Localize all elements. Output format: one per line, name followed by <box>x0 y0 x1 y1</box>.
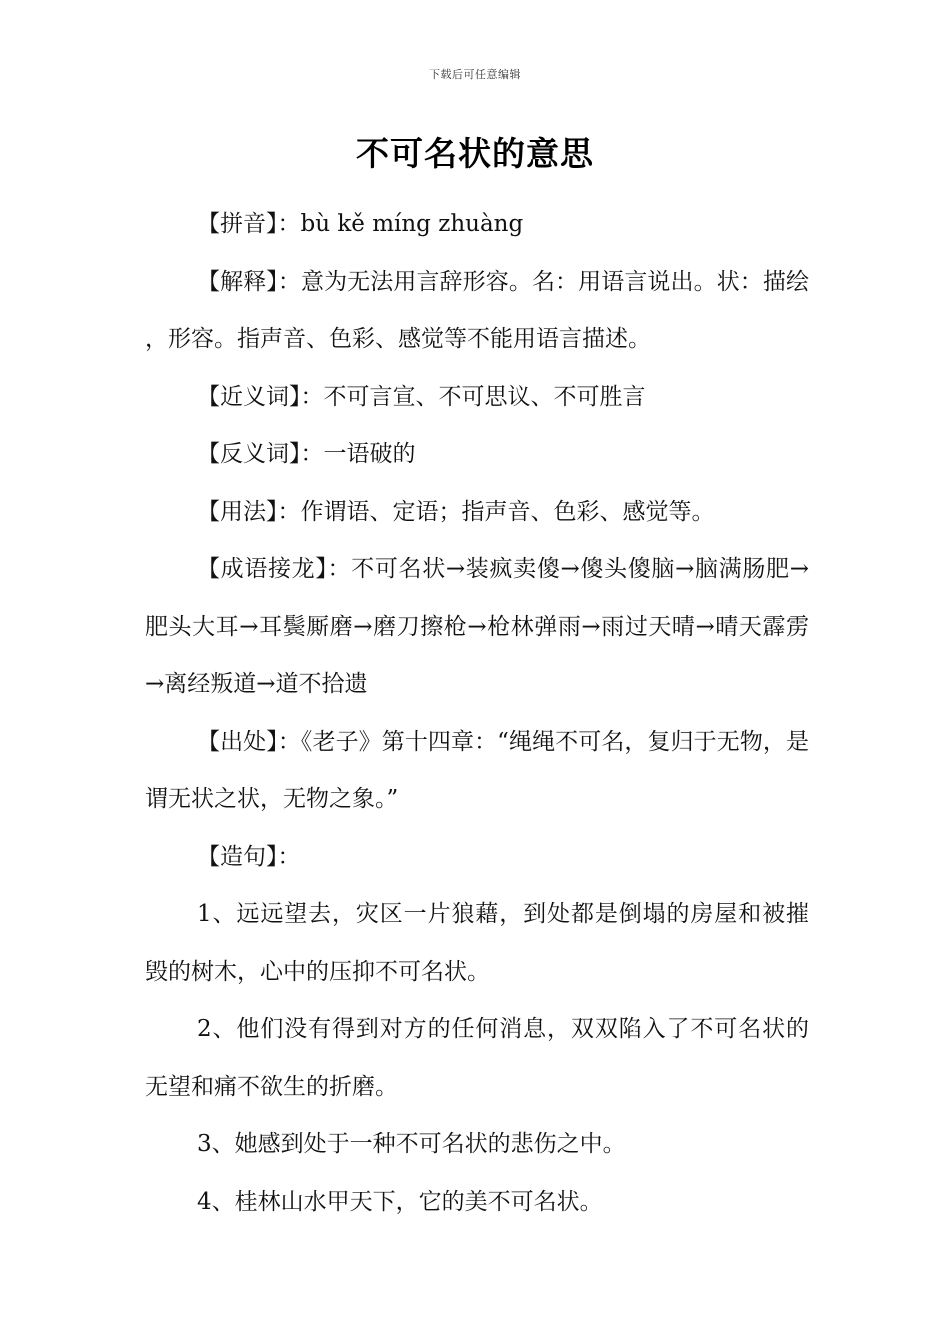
synonyms-paragraph: 【近义词】：不可言宣、不可思议、不可胜言 <box>197 383 646 410</box>
pinyin-paragraph: 【拼音】：bù kě míng zhuàng <box>197 211 524 237</box>
document-body <box>145 196 809 1231</box>
antonyms-paragraph: 【反义词】：一语破的 <box>197 441 416 467</box>
page-title: 不可名状的意思 <box>356 134 594 173</box>
source-paragraph: 【出处】：《老子》第十四章：“绳绳不可名，复归于无物，是谓无状之状，无物之象。” <box>145 728 809 812</box>
example-heading: 【造句】： <box>197 843 301 870</box>
usage-paragraph: 【用法】：作谓语、定语；指声音、色彩、感觉等。 <box>197 498 715 525</box>
example-sentence-4: 4、桂林山水甲天下，它的美不可名状。 <box>197 1188 603 1215</box>
header-note: 下载后可任意编辑 <box>429 68 521 81</box>
example-sentence-1: 1、远远望去，灾区一片狼藉，到处都是倒塌的房屋和被摧毁的树木，心中的压抑不可名状。 <box>145 901 809 985</box>
example-sentence-3: 3、她感到处于一种不可名状的悲伤之中。 <box>197 1131 626 1157</box>
idiom-chain-paragraph: 【成语接龙】：不可名状→装疯卖傻→傻头傻脑→脑满肠肥→肥头大耳→耳鬓厮磨→磨刀擦枪→枪林弹雨→雨过天晴→晴天霹雳→离经叛道→道不拾遗 <box>145 556 809 697</box>
explanation-paragraph: 【解释】：意为无法用言辞形容。名：用语言说出。状：描绘，形容。指声音、色彩、感觉等不能用语言描述。 <box>145 268 809 352</box>
example-sentence-2: 2、他们没有得到对方的任何消息，双双陷入了不可名状的无望和痛不欲生的折磨。 <box>145 1016 809 1100</box>
